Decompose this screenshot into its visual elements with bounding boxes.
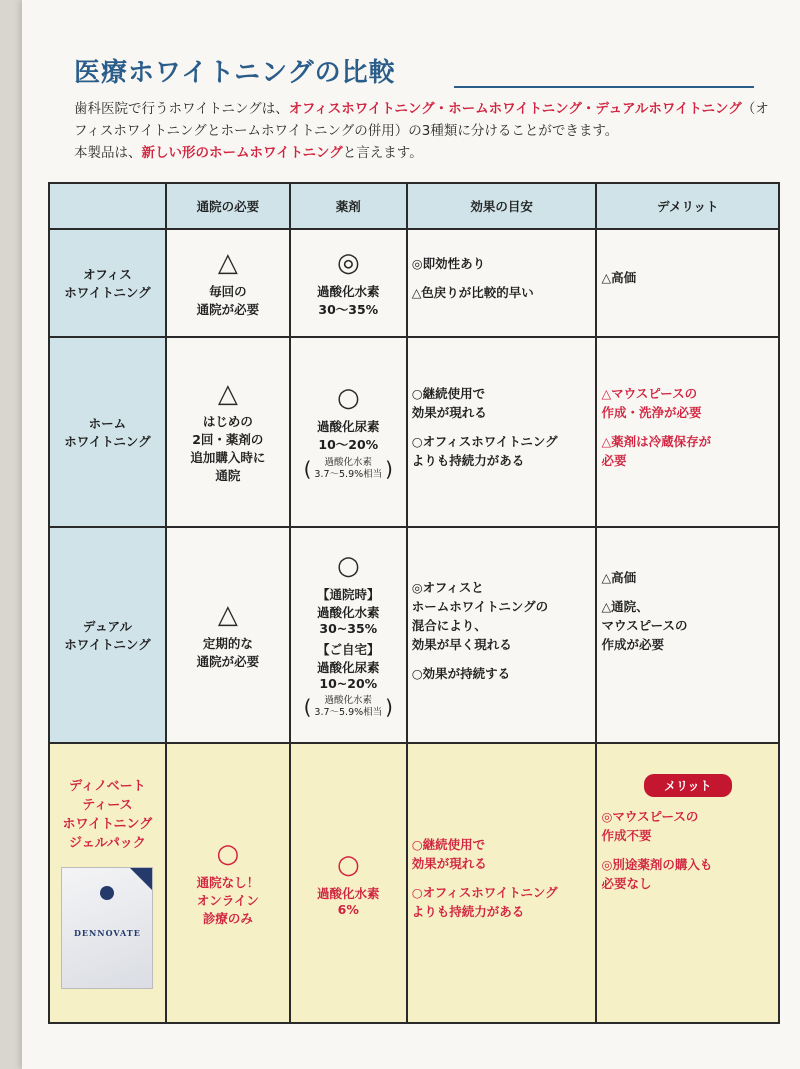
header-blank [49, 183, 166, 229]
intro-part1: 歯科医院で行うホワイトニングは、 [74, 101, 289, 117]
header-row [49, 183, 779, 229]
title-row [74, 52, 754, 92]
gel-effect-2: ○オフィスホワイトニング よりも持続力がある [411, 885, 558, 919]
product-brand: DENNOVATE [73, 928, 141, 938]
dual-demerit-cell [596, 527, 779, 743]
gel-visit-text: 通院なし！ オンライン 診療のみ [196, 875, 260, 926]
office-effect-1: ◎即効性あり [411, 256, 486, 271]
home-effect-2: ○オフィスホワイトニング よりも持続力がある [411, 434, 558, 468]
dual-visit-text: 定期的な 通院が必要 [196, 636, 260, 669]
row-home [49, 337, 779, 527]
home-drug-cell [290, 337, 407, 527]
office-effect-2: △色戻りが比較的早い [411, 285, 534, 300]
home-demerit-2: △薬剤は冷蔵保存が 必要 [601, 434, 712, 468]
home-visit-text: はじめの 2回・薬剤の 追加購入時に 通院 [190, 414, 266, 483]
home-effect-1: ○継続使用で 効果が現れる [411, 386, 487, 420]
dual-demerit-1: △高価 [601, 570, 637, 585]
header-demerit: デメリット [596, 183, 779, 229]
gel-merit-cell [596, 743, 779, 1023]
dual-drug-symbol: ○ [336, 551, 360, 581]
office-demerit-cell [596, 229, 779, 337]
comparison-table [48, 182, 780, 1024]
dual-drug-text-clinic: 【通院時】 過酸化水素 30~35% [317, 587, 380, 636]
home-drug-text: 過酸化尿素 10～20% [317, 419, 380, 452]
office-drug-cell [290, 229, 407, 337]
intro-highlight-new: 新しい形のホームホワイトニング [141, 145, 343, 161]
gel-visit-cell [166, 743, 290, 1023]
intro-highlight-types: オフィスホワイトニング・ホームホワイトニング・デュアルホワイトニング [288, 101, 742, 117]
header-effect: 効果の目安 [407, 183, 597, 229]
row-name-dual: デュアル ホワイトニング [49, 527, 166, 743]
dual-demerit-2: △通院、 マウスピースの 作成が必要 [601, 599, 688, 652]
intro-part4: と言えます。 [342, 145, 423, 161]
home-drug-note-wrap: ( 過酸化水素 3.7～5.9%相当 ) [303, 457, 393, 481]
home-demerit-cell [596, 337, 779, 527]
dual-effect-cell [407, 527, 597, 743]
row-name-home: ホーム ホワイトニング [49, 337, 166, 527]
intro-part3: 本製品は、 [74, 145, 142, 161]
home-drug-note: 過酸化水素 3.7～5.9%相当 [314, 457, 383, 480]
gel-effect-1: ○継続使用で 効果が現れる [411, 837, 487, 871]
row-office [49, 229, 779, 337]
dual-drug-note: 過酸化水素 3.7～5.9%相当 [314, 695, 383, 718]
gel-merit-2: ◎別途薬剤の購入も 必要なし [601, 857, 713, 891]
dual-drug-cell [290, 527, 407, 743]
home-visit-cell [166, 337, 290, 527]
gel-drug-symbol: ○ [336, 849, 360, 880]
row-name-office: オフィス ホワイトニング [49, 229, 166, 337]
row-gel [49, 743, 779, 1023]
office-demerit-1: △高価 [601, 270, 637, 285]
home-effect-cell [407, 337, 597, 527]
product-flap [130, 868, 152, 890]
row-name-gel: ディノベート ティース ホワイトニング ジェルパック [62, 779, 153, 851]
dual-effect-1: ◎オフィスと ホームホワイトニングの 混合により、 効果が早く現れる [411, 579, 549, 652]
gel-drug-cell [290, 743, 407, 1023]
office-drug-symbol: ◎ [336, 248, 360, 278]
row-dual [49, 527, 779, 743]
header-visit: 通院の必要 [166, 183, 290, 229]
merit-badge: メリット [644, 774, 732, 797]
office-visit-text: 毎回の 通院が必要 [196, 284, 260, 317]
page-title: 医療ホワイトニングの比較 [74, 58, 396, 88]
product-logo-icon [100, 886, 114, 900]
row-name-gel-cell [49, 743, 166, 1023]
office-drug-text: 過酸化水素 30～35% [317, 284, 380, 317]
gel-visit-symbol: ○ [216, 839, 240, 869]
office-effect-cell [407, 229, 597, 337]
office-visit-cell [166, 229, 290, 337]
office-visit-symbol: △ [217, 248, 238, 278]
dual-effect-2: ○効果が持続する [411, 665, 511, 681]
home-drug-symbol: ○ [336, 383, 360, 413]
gel-effect-cell [407, 743, 597, 1023]
dual-visit-cell [166, 527, 290, 743]
dual-drug-note-wrap: ( 過酸化水素 3.7～5.9%相当 ) [303, 695, 393, 719]
product-image [61, 867, 153, 989]
intro-part2: （オフィスホワイトニングとホームホワイトニングの併用）の3種類に分けることができます。 [74, 101, 769, 139]
gel-drug-text: 過酸化水素 6% [317, 885, 380, 917]
dual-visit-symbol: △ [217, 600, 238, 630]
title-underline [454, 86, 754, 88]
home-visit-symbol: △ [217, 379, 238, 409]
home-demerit-1: △マウスピースの 作成・洗浄が必要 [601, 386, 702, 420]
intro-paragraph [74, 98, 774, 164]
gel-merit-1: ◎マウスピースの 作成不要 [601, 809, 699, 843]
header-drug: 薬剤 [290, 183, 407, 229]
dual-drug-text-home: 【ご自宅】 過酸化尿素 10~20% [317, 642, 380, 691]
